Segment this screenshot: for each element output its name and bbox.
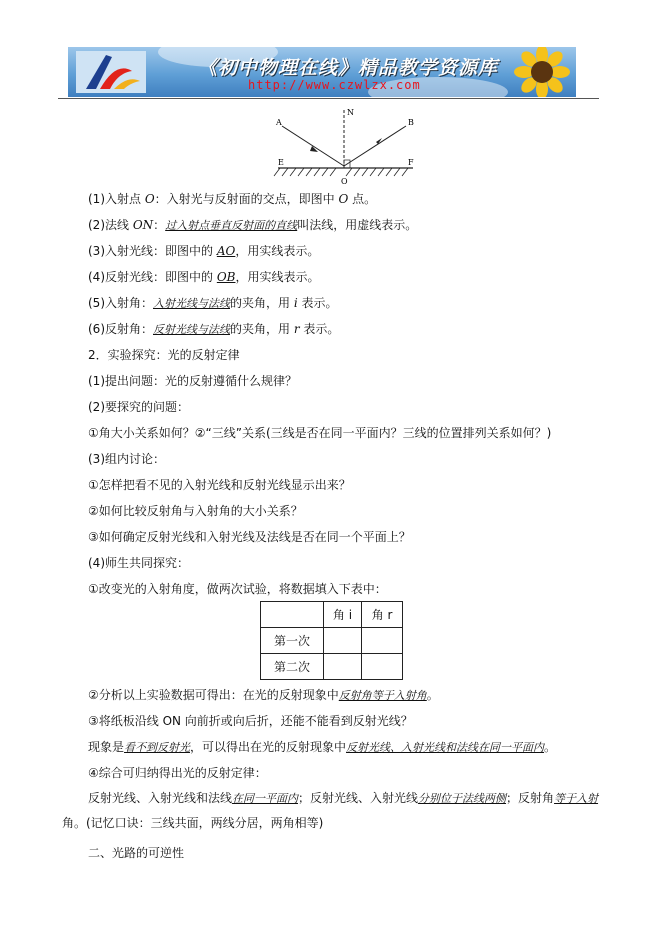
- label-b: B: [408, 118, 414, 127]
- mirror-hatching: [274, 168, 408, 176]
- line-discussion: (3)组内讨论：: [88, 452, 165, 466]
- text: (4)反射光线：即图中的: [88, 270, 217, 284]
- label-o: O: [341, 177, 348, 186]
- label-f: F: [408, 158, 414, 167]
- line-fold-board: ③将纸板沿线 ON 向前折或向后折，还能不能看到反射光线？: [88, 714, 413, 728]
- line-discussion-1: ①怎样把看不见的入射光线和反射光线显示出来？: [88, 478, 351, 492]
- table-cell: [324, 628, 362, 654]
- line-inquiry: (4)师生共同探究：: [88, 556, 189, 570]
- line-reflection-angle: [88, 321, 608, 338]
- line-normal: [88, 217, 608, 234]
- line-phenomenon: [88, 739, 608, 756]
- reflected-ray: [344, 126, 406, 166]
- text: ，用实线表示。: [235, 244, 320, 258]
- text: 角。(记忆口诀：三线共面，两线分居，两角相等): [62, 816, 324, 830]
- handwritten-answer: 入射光线与法线: [153, 297, 230, 310]
- symbol-on: ON: [132, 218, 154, 232]
- symbol-r: r: [293, 322, 300, 336]
- angle-data-table: [260, 601, 403, 680]
- table-header-cell: 角 r: [362, 602, 403, 628]
- text: ：入射光与反射面的交点，即图中: [154, 192, 339, 206]
- line-topics: (2)要探究的问题：: [88, 400, 189, 414]
- text: 。: [544, 740, 557, 754]
- line-incidence-point: [88, 191, 608, 207]
- table-cell: [362, 628, 403, 654]
- site-logo-icon: [76, 51, 146, 93]
- text: ，用实线表示。: [235, 270, 320, 284]
- sunflower-icon: [508, 47, 576, 97]
- banner-url[interactable]: http://www.czwlzx.com: [248, 78, 421, 92]
- header-divider: [58, 98, 599, 99]
- line-discussion-2: ②如何比较反射角与入射角的大小关系？: [88, 504, 303, 518]
- handwritten-answer: 反射光线、入射光线和法线在同一平面内: [346, 741, 545, 754]
- text: (2)法线: [88, 218, 133, 232]
- text: (3)入射光线：即图中的: [88, 244, 217, 258]
- text: 反射光线、入射光线和法线: [88, 791, 233, 805]
- text: 。: [426, 688, 439, 702]
- label-e: E: [278, 158, 284, 167]
- text: 点。: [348, 192, 377, 206]
- text: 的夹角，用: [230, 322, 294, 336]
- text: 叫法线，用虚线表示。: [297, 218, 418, 232]
- symbol-ob: OB: [216, 270, 236, 284]
- symbol-ao: AO: [216, 244, 236, 258]
- text: ；反射角: [506, 791, 555, 805]
- text: 表示。: [297, 296, 338, 310]
- text: (6)反射角：: [88, 322, 153, 336]
- handwritten-answer: 反射角等于入射角: [338, 689, 427, 702]
- line-topic-detail: ①角大小关系如何？②“三线”关系(三线是否在同一平面内？三线的位置排列关系如何？): [88, 426, 552, 440]
- text: ：: [153, 218, 166, 232]
- symbol-o: O: [338, 192, 349, 206]
- header-banner: [68, 47, 576, 97]
- banner-title: 《初中物理在线》精品教学资源库: [198, 57, 499, 79]
- section-heading-reversibility: 二、光路的可逆性: [88, 846, 185, 860]
- table-cell: [362, 654, 403, 680]
- handwritten-answer: 过入射点垂直反射面的直线: [165, 219, 298, 232]
- text: 现象是: [88, 740, 125, 754]
- text: (1)入射点: [88, 192, 145, 206]
- symbol-o: O: [144, 192, 155, 206]
- reflection-law-paragraph: [62, 786, 607, 836]
- text: ，可以得出在光的反射现象中: [190, 740, 347, 754]
- line-experiment: ①改变光的入射角度，做两次试验，将数据填入下表中：: [88, 582, 387, 596]
- text: 表示。: [299, 322, 340, 336]
- line-incident-ray: [88, 243, 608, 259]
- line-discussion-3: ③如何确定反射光线和入射光线及法线是否在同一个平面上？: [88, 530, 411, 544]
- label-n: N: [347, 108, 354, 117]
- table-row: [261, 628, 403, 654]
- section-heading: 2．实验探究：光的反射定律: [88, 348, 240, 362]
- handwritten-answer: 分别位于法线两侧: [418, 792, 507, 805]
- table-row: [261, 654, 403, 680]
- handwritten-answer: 看不到反射光: [124, 741, 191, 754]
- line-incident-angle: [88, 295, 608, 312]
- text: ；反射光线、入射光线: [298, 791, 419, 805]
- text: 的夹角，用: [230, 296, 294, 310]
- handwritten-answer: 等于入射: [554, 792, 599, 805]
- text: ②分析以上实验数据可得出：在光的反射现象中: [88, 688, 339, 702]
- incident-ray: [282, 126, 344, 166]
- table-header-row: [261, 602, 403, 628]
- table-row-label: 第二次: [261, 654, 324, 680]
- line-question: (1)提出问题：光的反射遵循什么规律？: [88, 374, 297, 388]
- table-header-cell: 角 i: [324, 602, 362, 628]
- table-cell: [324, 654, 362, 680]
- label-a: A: [276, 118, 282, 127]
- line-reflected-ray: [88, 269, 608, 285]
- text: (5)入射角：: [88, 296, 153, 310]
- line-analysis: [88, 687, 608, 704]
- reflection-diagram: [268, 106, 428, 188]
- table-header-cell: [261, 602, 324, 628]
- handwritten-answer: 反射光线与法线: [153, 323, 230, 336]
- symbol-i: i: [293, 296, 298, 310]
- line-summary: ④综合可归纳得出光的反射定律：: [88, 766, 267, 780]
- table-row-label: 第一次: [261, 628, 324, 654]
- handwritten-answer: 在同一平面内: [232, 792, 299, 805]
